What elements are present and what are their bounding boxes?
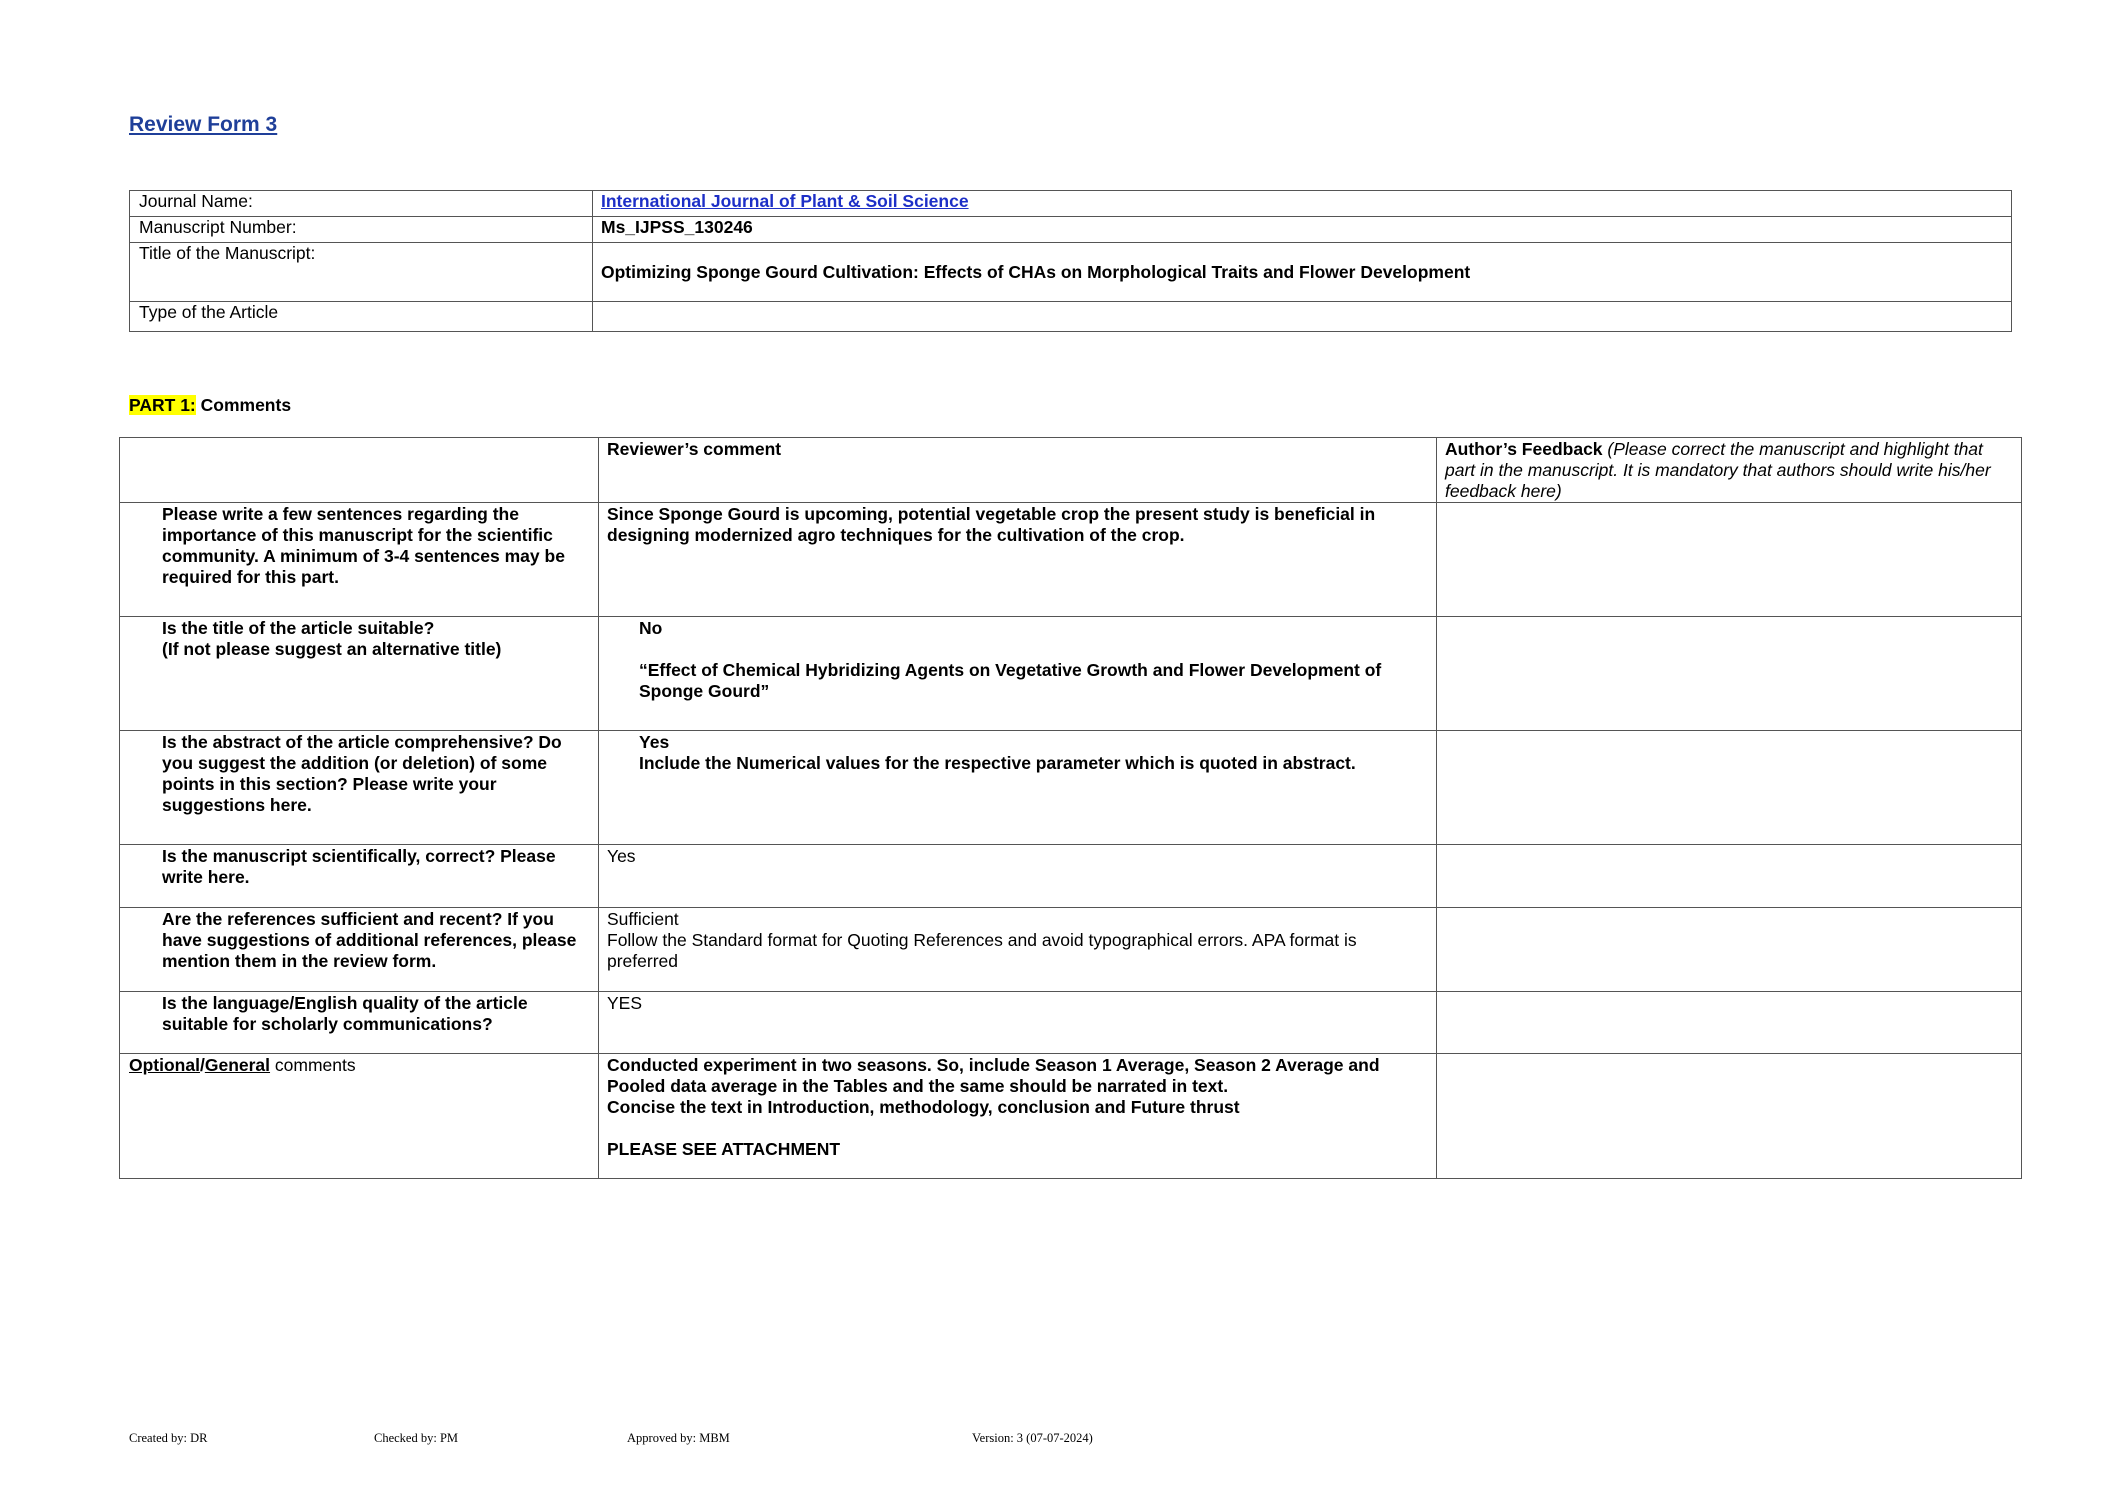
optional-label: Optional [129, 1055, 200, 1075]
table-row [120, 845, 2022, 908]
author-feedback-cell[interactable] [1437, 731, 2022, 845]
optional-comments-label [120, 1054, 599, 1179]
optional-slash: / [199, 1055, 205, 1075]
author-feedback-cell[interactable] [1437, 617, 2022, 731]
manuscript-title-label: Title of the Manuscript: [130, 243, 593, 302]
answer-optional-line2: Concise the text in Introduction, methodology, conclusion and Future thrust [607, 1097, 1240, 1117]
question-references: Are the references sufficient and recent? If you have suggestions of additional references, please mention them in the review form. [120, 908, 599, 992]
question-language: Is the language/English quality of the article suitable for scholarly communications? [120, 992, 599, 1054]
author-feedback-instruction: (Please correct the manuscript and highlight that part in the manuscript. It is mandatory that authors should write his/her feedback here) [1445, 439, 1991, 501]
question-abstract: Is the abstract of the article comprehensive? Do you suggest the addition (or deletion) of some points in this section? Please write your suggestions here. [120, 731, 599, 845]
answer-optional [599, 1054, 1437, 1179]
manuscript-title-value: Optimizing Sponge Gourd Cultivation: Effects of CHAs on Morphological Traits and Flower Development [593, 243, 2012, 302]
question-scientific: Is the manuscript scientifically, correct? Please write here. [120, 845, 599, 908]
part1-title: Comments [195, 395, 292, 415]
manuscript-title-row [130, 243, 2012, 302]
author-feedback-cell[interactable] [1437, 908, 2022, 992]
manuscript-number-label: Manuscript Number: [130, 217, 593, 243]
header-question-cell [120, 438, 599, 503]
question-title [120, 617, 599, 731]
article-type-row [130, 302, 2012, 332]
manuscript-number-row [130, 217, 2012, 243]
answer-references [599, 908, 1437, 992]
general-label: General [204, 1055, 271, 1075]
table-row [120, 503, 2022, 617]
answer-title [599, 617, 1437, 731]
author-feedback-cell[interactable] [1437, 845, 2022, 908]
answer-title-line2: “Effect of Chemical Hybridizing Agents on Vegetative Growth and Flower Development of Sponge Gourd” [639, 660, 1382, 701]
question-title-line1: Is the title of the article suitable? [162, 618, 435, 638]
author-feedback-cell[interactable] [1437, 1054, 2022, 1179]
footer-created: Created by: DR [129, 1431, 208, 1445]
author-feedback-title: Author’s Feedback [1445, 439, 1603, 459]
answer-abstract-line1: Yes [639, 732, 670, 752]
manuscript-info-table [129, 190, 2012, 332]
article-type-label: Type of the Article [130, 302, 593, 332]
table-row [120, 992, 2022, 1054]
footer-approved: Approved by: MBM [627, 1431, 730, 1445]
table-row [120, 731, 2022, 845]
answer-references-line2: Follow the Standard format for Quoting References and avoid typographical errors. APA format is preferred [607, 930, 1357, 971]
journal-name-link[interactable]: International Journal of Plant & Soil Science [601, 191, 969, 211]
part1-heading [129, 395, 291, 416]
question-title-line2: (If not please suggest an alternative title) [162, 639, 502, 659]
comments-header-row [120, 438, 2022, 503]
answer-language: YES [599, 992, 1437, 1054]
question-importance: Please write a few sentences regarding the importance of this manuscript for the scientific community. A minimum of 3-4 sentences may be required for this part. [120, 503, 599, 617]
journal-name-label: Journal Name: [130, 191, 593, 217]
answer-abstract [599, 731, 1437, 845]
header-author-feedback [1437, 438, 2022, 503]
answer-abstract-line2: Include the Numerical values for the respective parameter which is quoted in abstract. [639, 753, 1356, 773]
optional-comments-row [120, 1054, 2022, 1179]
header-reviewer-comment: Reviewer’s comment [599, 438, 1437, 503]
journal-name-row [130, 191, 2012, 217]
answer-optional-line3: PLEASE SEE ATTACHMENT [607, 1139, 841, 1159]
author-feedback-cell[interactable] [1437, 992, 2022, 1054]
form-title-link[interactable]: Review Form 3 [129, 113, 278, 136]
answer-references-line1: Sufficient [607, 909, 679, 929]
author-feedback-cell[interactable] [1437, 503, 2022, 617]
comments-label: comments [270, 1055, 356, 1075]
comments-table [119, 437, 2022, 1179]
footer-checked: Checked by: PM [374, 1431, 459, 1445]
answer-scientific: Yes [599, 845, 1437, 908]
footer-version: Version: 3 (07-07-2024) [972, 1431, 1093, 1445]
answer-optional-line1: Conducted experiment in two seasons. So, include Season 1 Average, Season 2 Average and Pooled data average in the Tables and the same should be narrated in text. [607, 1055, 1380, 1096]
article-type-value [593, 302, 2012, 332]
table-row [120, 617, 2022, 731]
manuscript-number-value: Ms_IJPSS_130246 [593, 217, 2012, 243]
part1-label: PART 1: [129, 395, 196, 415]
answer-title-line1: No [639, 618, 663, 638]
table-row [120, 908, 2022, 992]
answer-importance: Since Sponge Gourd is upcoming, potential vegetable crop the present study is beneficial in designing modernized agro techniques for the cultivation of the crop. [599, 503, 1437, 617]
